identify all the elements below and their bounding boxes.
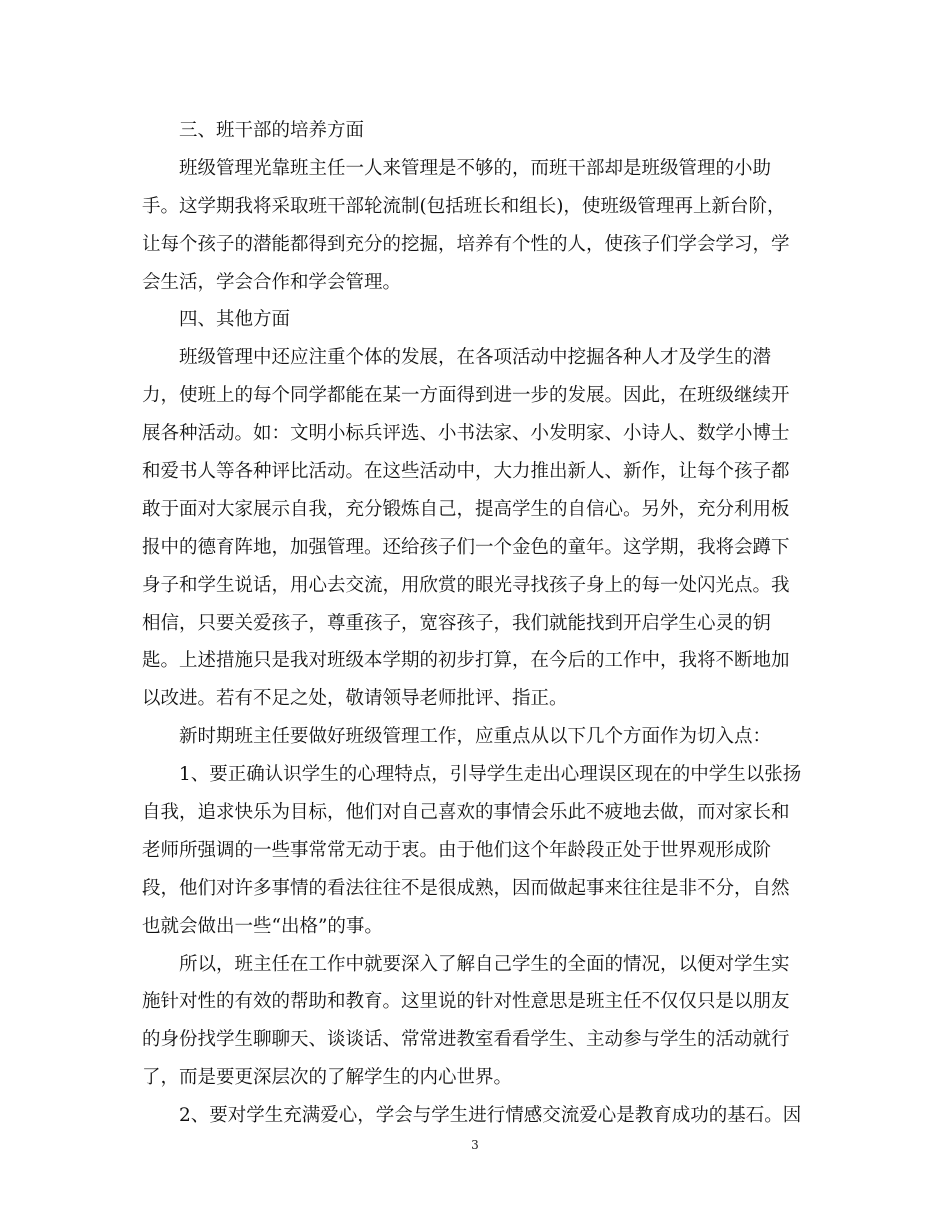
paragraph-line: 1、要正确认识学生的心理特点，引导学生走出心理误区现在的中学生以张扬 [179,764,802,786]
paragraph-line: 的身份找学生聊聊天、谈谈话、常常进教室看看学生、主动参与学生的活动就行 [142,1029,790,1051]
paragraph-line: 班级管理中还应注重个体的发展，在各项活动中挖掘各种人才及学生的潜 [179,347,772,369]
paragraph-line: 让每个孩子的潜能都得到充分的挖掘，培养有个性的人，使孩子们学会学习，学 [142,233,790,255]
paragraph-line: 展各种活动。如：文明小标兵评选、小书法家、小发明家、小诗人、数学小博士 [142,423,790,445]
paragraph-line: 段，他们对许多事情的看法往往不是很成熟，因而做起事来往往是非不分，自然 [142,877,790,899]
page-number: 3 [471,1138,479,1152]
section-heading-other-aspects: 四、其他方面 [179,309,291,331]
paragraph-line: 班级管理光靠班主任一人来管理是不够的，而班干部却是班级管理的小助 [179,157,772,179]
paragraph-line: 所以，班主任在工作中就要深入了解自己学生的全面的情况，以便对学生实 [179,953,790,975]
paragraph-line: 报中的德育阵地，加强管理。还给孩子们一个金色的童年。这学期，我将会蹲下 [142,536,790,558]
paragraph-line: 匙。上述措施只是我对班级本学期的初步打算，在今后的工作中，我将不断地加 [142,650,790,672]
paragraph-line: 施针对性的有效的帮助和教育。这里说的针对性意思是班主任不仅仅只是以朋友 [142,991,790,1013]
paragraph-line: 和爱书人等各种评比活动。在这些活动中，大力推出新人、新作，让每个孩子都 [142,461,790,483]
paragraph-line: 2、要对学生充满爱心，学会与学生进行情感交流爱心是教育成功的基石。因 [179,1105,802,1127]
paragraph-line: 力，使班上的每个同学都能在某一方面得到进一步的发展。因此，在班级继续开 [142,385,790,407]
paragraph-line: 手。这学期我将采取班干部轮流制(包括班长和组长)，使班级管理再上新台阶， [142,195,786,217]
paragraph-line: 身子和学生说话，用心去交流，用欣赏的眼光寻找孩子身上的每一处闪光点。我 [142,574,790,596]
paragraph-line: 老师所强调的一些事常常无动于衷。由于他们这个年龄段正处于世界观形成阶 [142,839,772,861]
paragraph-line: 自我，追求快乐为目标，他们对自己喜欢的事情会乐此不疲地去做，而对家长和 [142,802,790,824]
document-body [142,112,804,1135]
paragraph-line: 新时期班主任要做好班级管理工作，应重点从以下几个方面作为切入点： [179,726,772,748]
paragraph-line: 相信，只要关爱孩子，尊重孩子，宽容孩子，我们就能找到开启学生心灵的钥 [142,612,772,634]
paragraph-line: 以改进。若有不足之处，敬请领导老师批评、指正。 [142,688,568,710]
section-heading-class-cadres: 三、班干部的培养方面 [179,120,365,141]
paragraph-line: 会生活，学会合作和学会管理。 [142,271,402,293]
paragraph-line: 也就会做出一些“出格”的事。 [142,915,383,937]
paragraph-line: 了，而是要更深层次的了解学生的内心世界。 [142,1067,513,1089]
paragraph-line: 敢于面对大家展示自我，充分锻炼自己，提高学生的自信心。另外，充分利用板 [142,498,790,520]
